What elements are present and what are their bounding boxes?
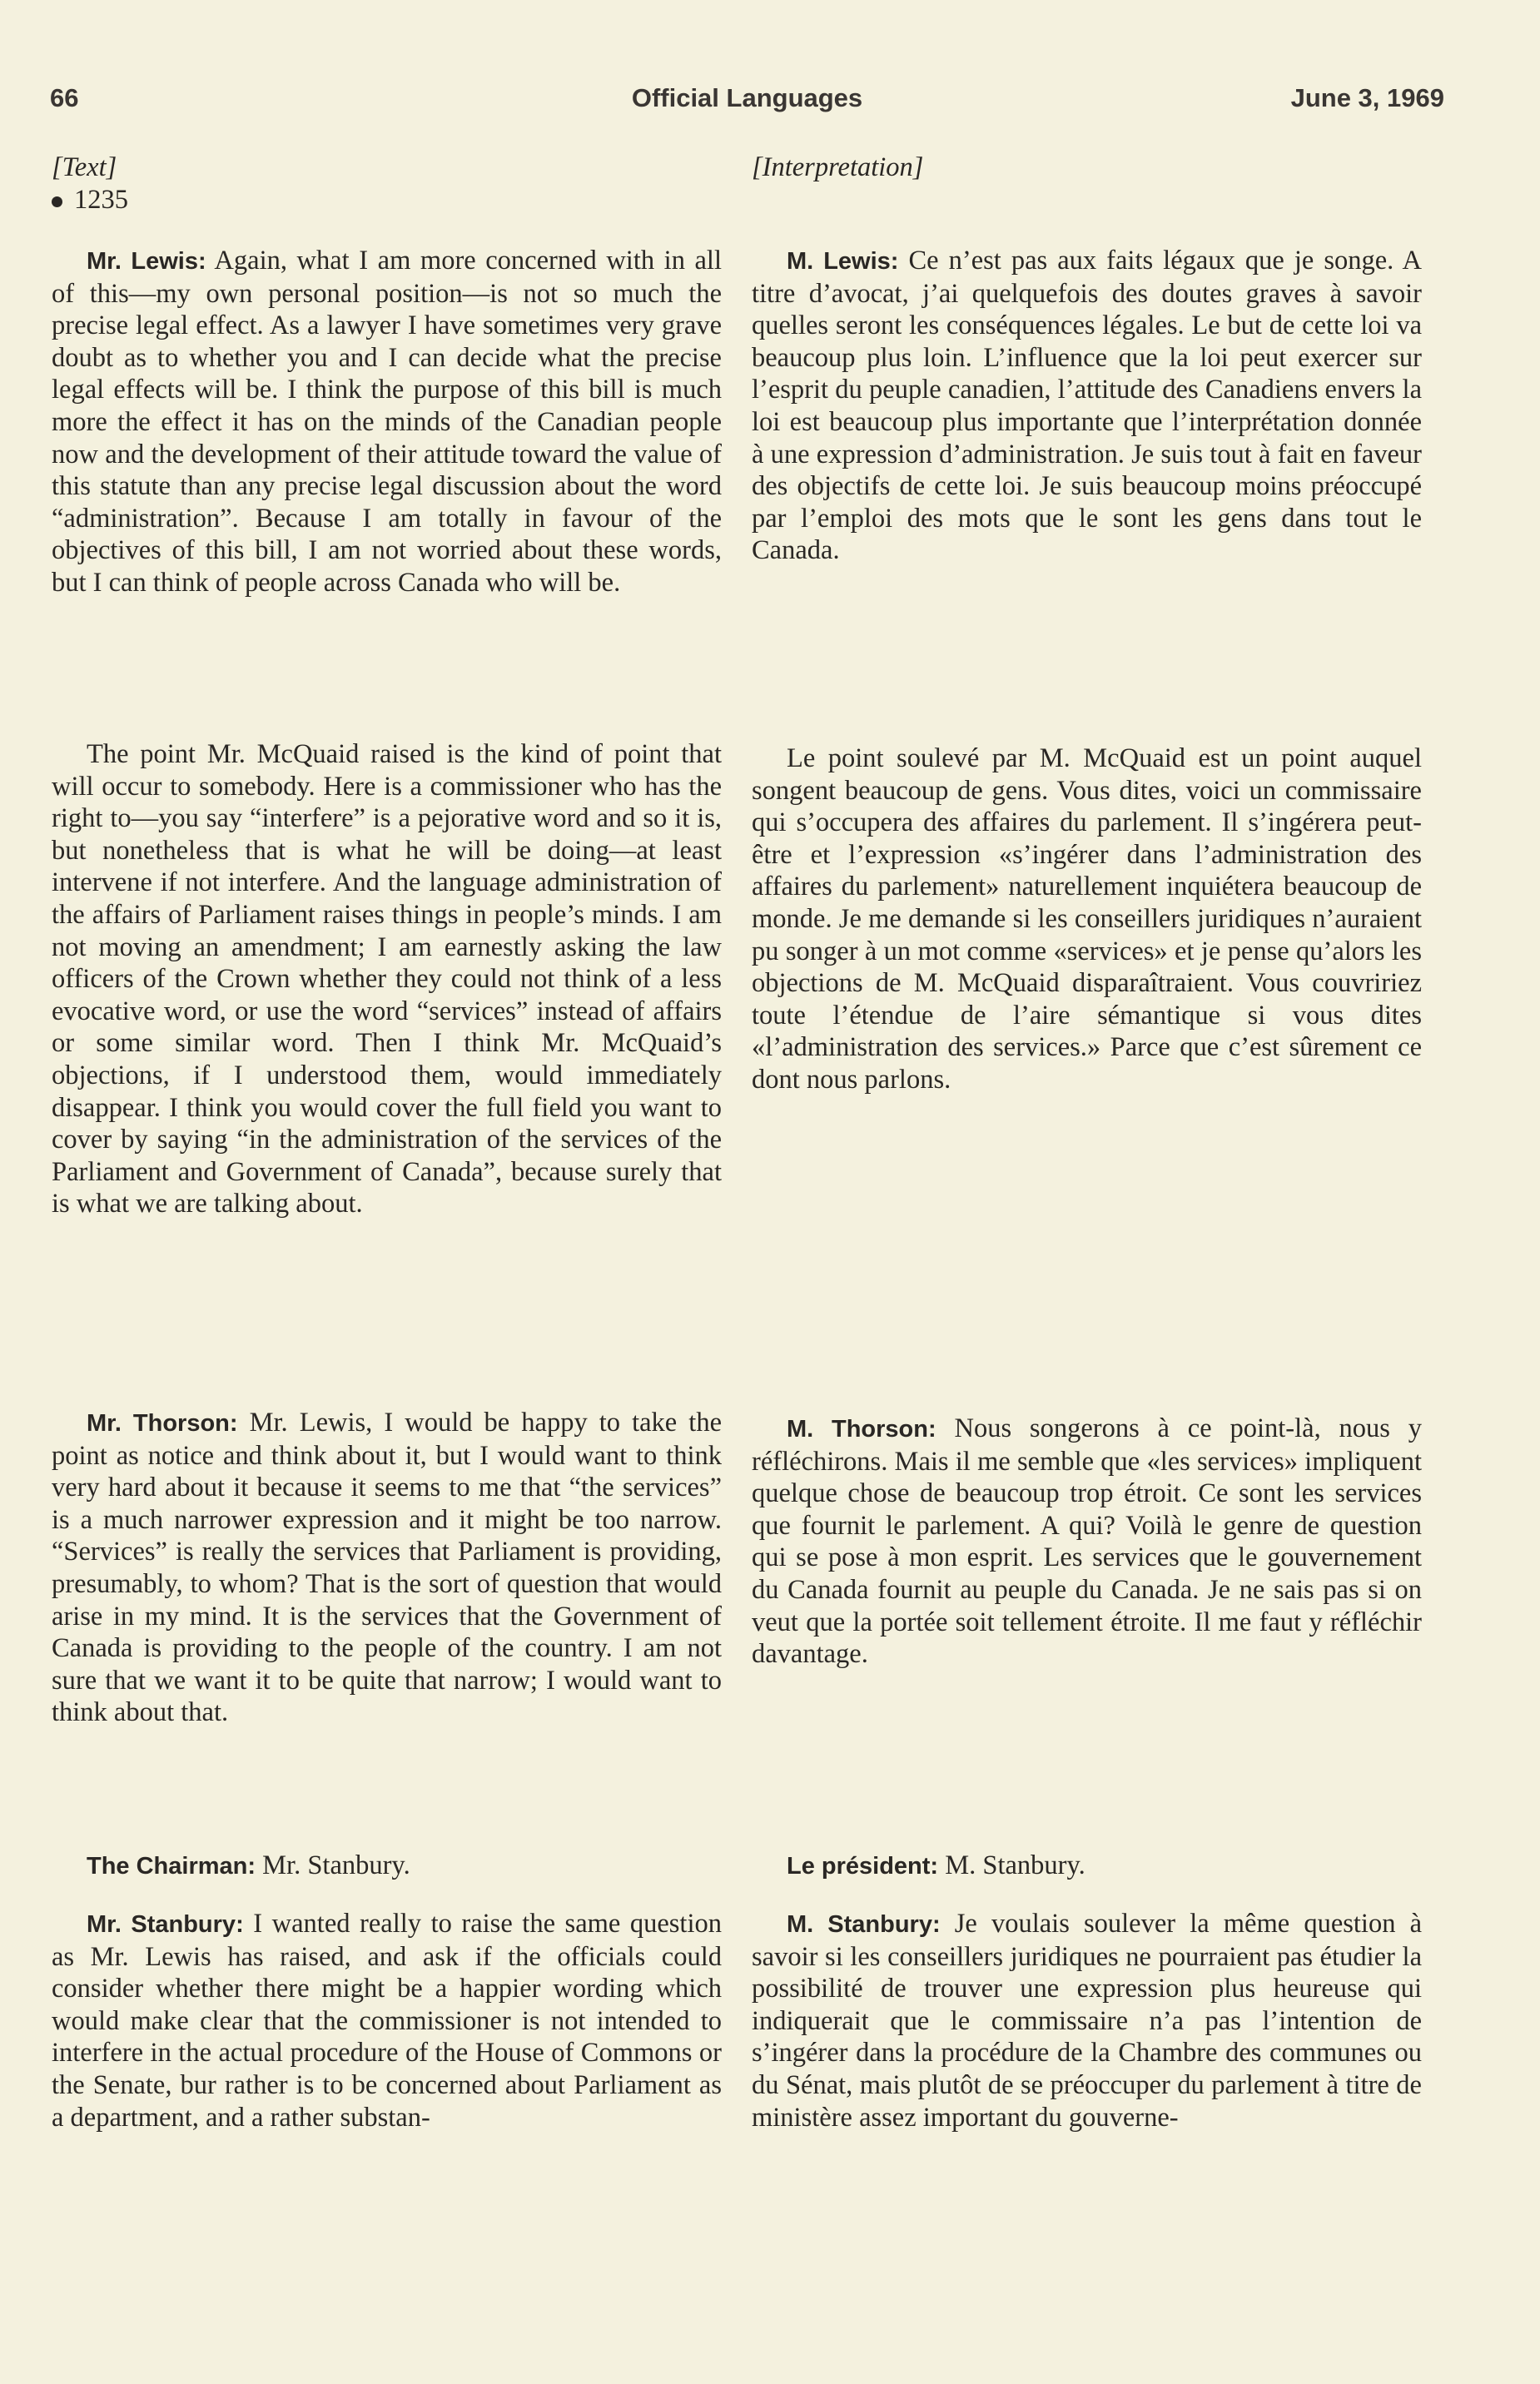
speaker: Le président: [787,1853,939,1880]
timestamp [52,184,722,216]
french-column [752,151,1423,2133]
speech-text: Mr. Lewis, I would be happy to take the point as notice and think about it, but I would want to think very hard about it because it seems to me that “the services” is a much narrower expression and it might be too narrow. “Services” is really the services that Parliament is providing, presumably, to whom? That is the sort of question that would arise in my mind. It is the services that the Government of Canada is providing to the people of the country. I am not sure that we want it to be quite that narrow; I would want to think about that. [52,1408,722,1728]
speech-text: Ce n’est pas aux faits légaux que je songe. A titre d’avocat, j’ai quelquefois des doutes graves à savoir quelles seront les conséquences légales. Le but de cette loi va beaucoup plus loin. L’influence que la loi peut exercer sur l’esprit du peuple canadien, l’attitude des Canadiens envers la loi est beaucoup plus importante que l’interprétation donnée à une expression d’administration. Je suis tout à fait en faveur des objectifs de cette loi. Je suis beaucoup moins préoccupé par l’emploi des mots que le sont les gens dans tout le Canada. [752,246,1422,566]
page-header [50,83,1444,133]
speech-thorson-en [52,1407,722,1729]
speech-text: Je voulais soulever la même question à savoir si les conseillers juridiques ne pourraient pas étudier la possibilité de trouver une expression plus heureuse qui indiquerait que le commissaire n’a pas l’intention de s’ingérer dans la procédure de la Chambre des communes ou du Sénat, mais plutôt de se préoccuper du parlement à titre de ministère assez important du gouverne- [752,1909,1423,2133]
speech-text: The point Mr. McQuaid raised is the kind of point that will occur to somebody. Here is a commissioner who has the right to—you say “interfere” is a pejorative word and so it is, but nonetheless that is what he will be doing—at least intervene if not interfere. And the language administration of the affairs of Parliament raises things in people’s minds. I am not moving an amendment; I am earnestly asking the law officers of the Crown whether they could not think of a less evocative word, or use the word “services” instead of affairs or some similar word. Then I think Mr. McQuaid’s objections, if I understood them, would immediately disappear. I think you would cover the full field you want to cover by saying “in the administration of the services of the Parliament and Government of Canada”, because surely that is what we are talking about. [52,739,722,1219]
timestamp-value: 1235 [74,184,128,215]
speech-text: M. Stanbury. [945,1850,1085,1880]
speech-text: Mr. Stanbury. [262,1850,410,1880]
speech-thorson-fr [752,1413,1422,1671]
speech-stanbury-fr [752,1908,1422,2133]
speaker: M. Lewis: [787,248,899,275]
speech-text: Again, what I am more concerned with in all of this—my own personal position—is not so much the precise legal effect. As a lawyer I have sometimes very grave doubt as to whether you and I can decide what the precise legal effects will be. I think the purpose of this bill is much more the effect it has on the minds of the Canadian people now and the development of their attitude toward the value of this statute than any precise legal discussion about the word “administration”. Because I am totally in favour of the objectives of this bill, I am not worried about these words, but I can think of people across Canada who will be. [52,246,722,598]
english-column [52,151,722,2133]
bullet-icon [52,196,62,207]
speech-chairman-fr [752,1850,1422,1883]
speech-chairman-en [52,1850,722,1883]
header-date: June 3, 1969 [1290,83,1444,112]
speech-lewis-fr [752,245,1422,567]
publication-title: Official Languages [631,83,863,112]
speaker: Mr. Thorson: [87,1410,238,1437]
page-number: 66 [50,83,79,112]
speaker: Mr. Stanbury: [87,1911,244,1938]
speech-stanbury-en [52,1908,722,2133]
speech-lewis-cont-en [52,738,722,1220]
speech-lewis-cont-fr [752,743,1422,1096]
speaker: M. Thorson: [787,1416,936,1443]
speaker: Mr. Lewis: [87,248,206,275]
text-tag: [Text] [52,152,117,182]
speech-text: I wanted really to raise the same question as Mr. Lewis has raised, and ask if the officials could consider whether there might be a happier wording which would make clear that the commissioner is not intended to interfere in the actual procedure of the House of Commons or the Senate, bur rather is to be concerned about Parliament as a department, and a rather substan- [52,1909,722,2133]
speech-text: Nous songerons à ce point-là, nous y réfléchirons. Mais il me semble que «les services» impliquent quelque chose de beaucoup trop étroit. Ce sont les services que fournit le parlement. A qui? Voilà le genre de question qui se pose à mon esprit. Les services que le gouvernement du Canada fournit au peuple du Canada. Je ne sais pas si on veut que la portée soit tellement étroite. Il me faut y réfléchir davantage. [752,1413,1423,1670]
interpretation-tag: [Interpretation] [752,152,924,182]
speaker: M. Stanbury: [787,1911,941,1938]
speech-text: Le point soulevé par M. McQuaid est un point auquel songent beaucoup de gens. Vous dites, voici un commissaire qui s’occupera des affaires du parlement. Il s’ingérera peut-être et l’expression «s’ingérer dans l’administration des affaires du parlement» naturellement inquiétera beaucoup de monde. Je me demande si les conseillers juridiques n’auraient pu songer à un mot comme «services» et je pense qu’alors les objections de M. McQuaid disparaîtraient. Vous couvririez toute l’étendue de l’aire sémantique si vous dites «l’administration des services.» Parce que c’est sûrement ce dont nous parlons. [752,743,1422,1095]
speech-lewis-en [52,245,722,599]
speaker: The Chairman: [87,1853,256,1880]
